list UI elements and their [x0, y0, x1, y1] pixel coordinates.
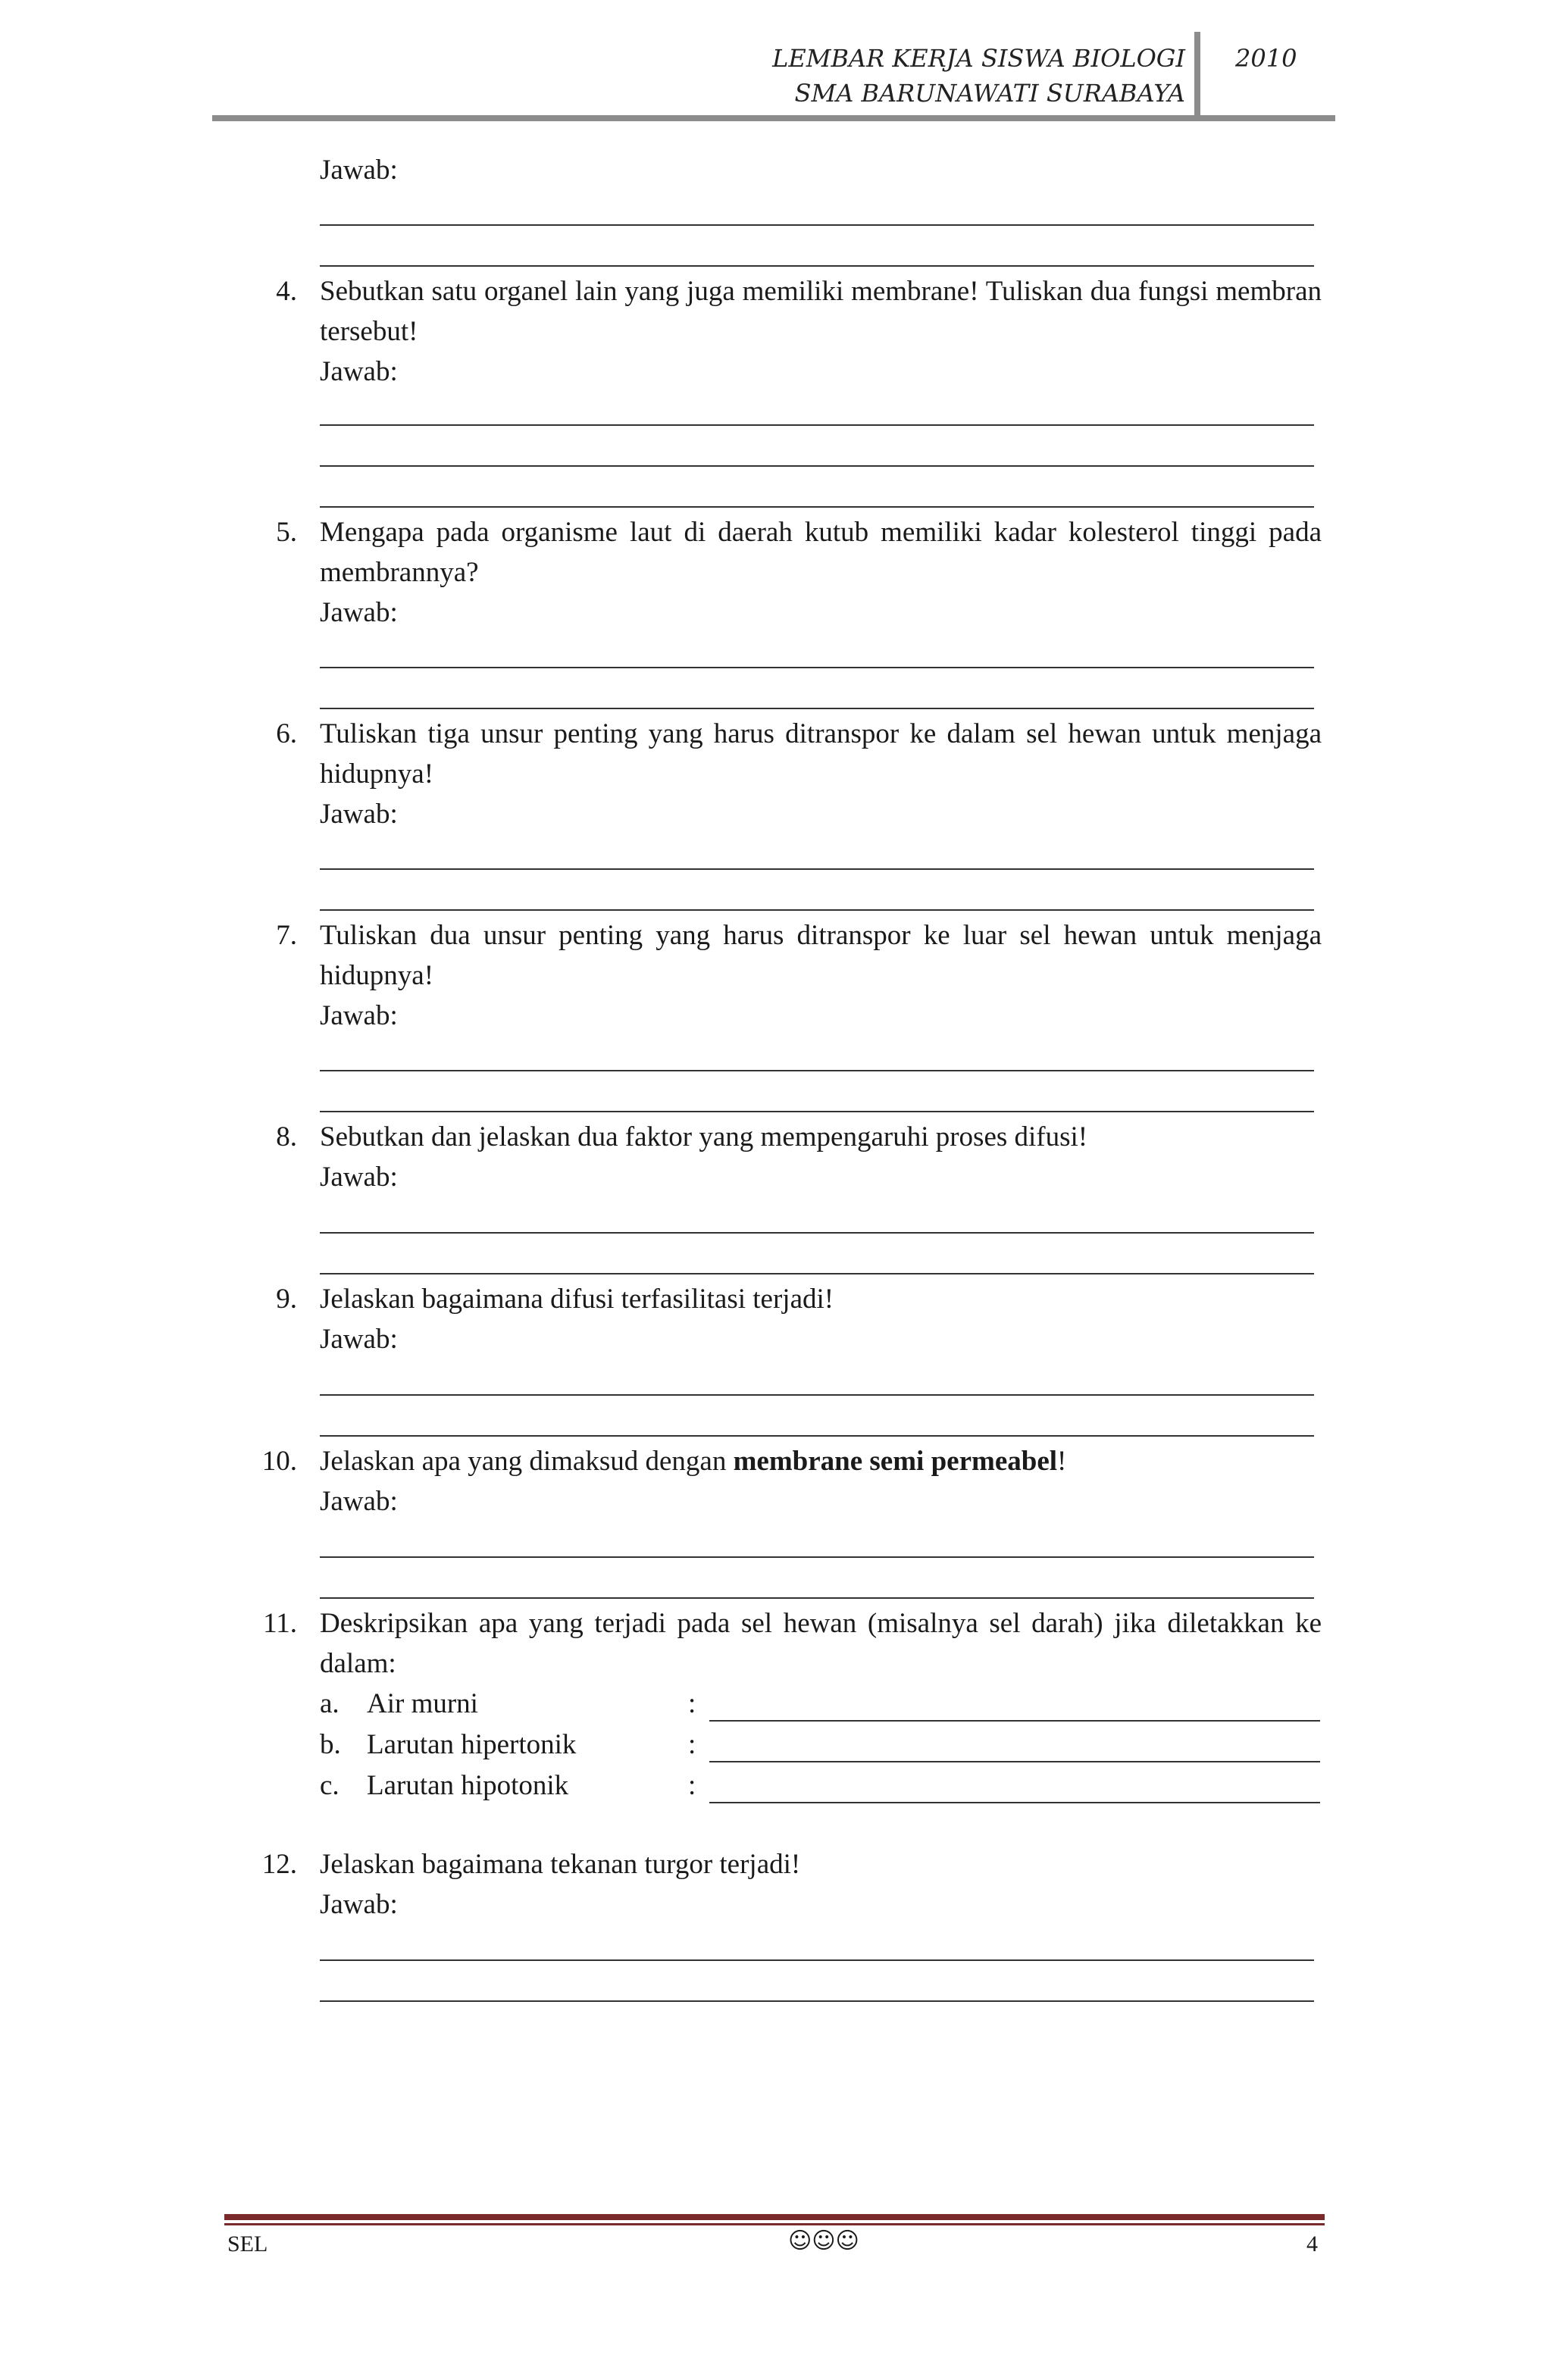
question-number: 6. [276, 718, 297, 749]
answer-label: Jawab: [320, 1324, 398, 1355]
answer-line[interactable] [709, 1761, 1320, 1762]
page-number: 4 [1306, 2231, 1318, 2256]
answer-line[interactable] [320, 708, 1314, 709]
sub-item-letter: c. [320, 1770, 340, 1801]
question-number: 12. [261, 1849, 297, 1880]
question-text: Jelaskan bagaimana difusi terfasilitasi terjadi! [320, 1284, 834, 1315]
page-header [0, 0, 1552, 129]
sub-item-colon: : [688, 1770, 696, 1801]
question-number: 11. [263, 1608, 297, 1639]
answer-line[interactable] [320, 1070, 1314, 1071]
answer-label: Jawab: [320, 799, 398, 830]
header-year: 2010 [1235, 44, 1297, 73]
answer-label: Jawab: [320, 356, 398, 387]
header-title-line2: SMA BARUNAWATI SURABAYA [794, 79, 1185, 108]
footer-smiley-icons: ☺☺☺ [788, 2228, 859, 2254]
footer-rule-thick [224, 2214, 1325, 2220]
sub-item-letter: b. [320, 1729, 341, 1760]
sub-item-colon: : [688, 1688, 696, 1719]
answer-line[interactable] [320, 2000, 1314, 2002]
answer-label: Jawab: [320, 155, 398, 186]
question-text [320, 1441, 1322, 1481]
footer-rule-thin [224, 2223, 1325, 2225]
footer-chapter-label: SEL [227, 2231, 268, 2256]
answer-line[interactable] [320, 1597, 1314, 1599]
question-number: 4. [276, 276, 297, 307]
question-text: Sebutkan dan jelaskan dua faktor yang mempengaruhi proses difusi! [320, 1121, 1088, 1152]
question-number: 7. [276, 920, 297, 951]
question-text: Deskripsikan apa yang terjadi pada sel hewan (misalnya sel darah) jika diletakkan ke dalam: [320, 1608, 1322, 1679]
sub-item-label: Larutan hipotonik [367, 1770, 569, 1801]
question-text: Jelaskan bagaimana tekanan turgor terjadi! [320, 1849, 801, 1880]
answer-line[interactable] [320, 1232, 1314, 1234]
answer-line[interactable] [320, 465, 1314, 467]
answer-line[interactable] [709, 1720, 1320, 1722]
answer-label: Jawab: [320, 1889, 398, 1920]
answer-label: Jawab: [320, 1000, 398, 1031]
answer-line[interactable] [709, 1802, 1320, 1803]
question-text: Tuliskan tiga unsur penting yang harus ditranspor ke dalam sel hewan untuk menjaga hidupnya! [320, 718, 1322, 790]
answer-line[interactable] [320, 506, 1314, 508]
header-title-line1: LEMBAR KERJA SISWA BIOLOGI [772, 44, 1185, 73]
question-text-bold-term: membrane semi permeabel [733, 1446, 1058, 1477]
sub-item-letter: a. [320, 1688, 340, 1719]
question-number: 9. [276, 1284, 297, 1315]
header-divider-vertical [1194, 32, 1200, 115]
question-number: 10. [261, 1446, 297, 1477]
answer-line[interactable] [320, 868, 1314, 870]
sub-item-label: Air murni [367, 1688, 478, 1719]
answer-label: Jawab: [320, 1486, 398, 1517]
answer-line[interactable] [320, 424, 1314, 426]
answer-label: Jawab: [320, 1162, 398, 1193]
sub-item-label: Larutan hipertonik [367, 1729, 577, 1760]
answer-line[interactable] [320, 224, 1314, 226]
question-text-before: Jelaskan apa yang dimaksud dengan [320, 1446, 734, 1477]
answer-line[interactable] [320, 1959, 1314, 1961]
answer-line[interactable] [320, 1435, 1314, 1437]
question-number: 5. [276, 517, 297, 548]
header-title [772, 41, 1185, 111]
answer-line[interactable] [320, 1111, 1314, 1112]
answer-line[interactable] [320, 1394, 1314, 1396]
answer-line[interactable] [320, 1556, 1314, 1558]
question-number: 8. [276, 1121, 297, 1152]
answer-line[interactable] [320, 1273, 1314, 1274]
answer-line[interactable] [320, 667, 1314, 668]
question-text: Mengapa pada organisme laut di daerah kutub memiliki kadar kolesterol tinggi pada membrannya? [320, 517, 1322, 588]
answer-line[interactable] [320, 909, 1314, 911]
question-text: Sebutkan satu organel lain yang juga memiliki membrane! Tuliskan dua fungsi membran tersebut! [320, 276, 1322, 347]
question-text-after: ! [1057, 1446, 1067, 1477]
sub-item-colon: : [688, 1729, 696, 1760]
header-divider-horizontal [212, 115, 1335, 121]
answer-line[interactable] [320, 265, 1314, 267]
question-text: Tuliskan dua unsur penting yang harus ditranspor ke luar sel hewan untuk menjaga hidupnya! [320, 920, 1322, 991]
answer-label: Jawab: [320, 597, 398, 628]
